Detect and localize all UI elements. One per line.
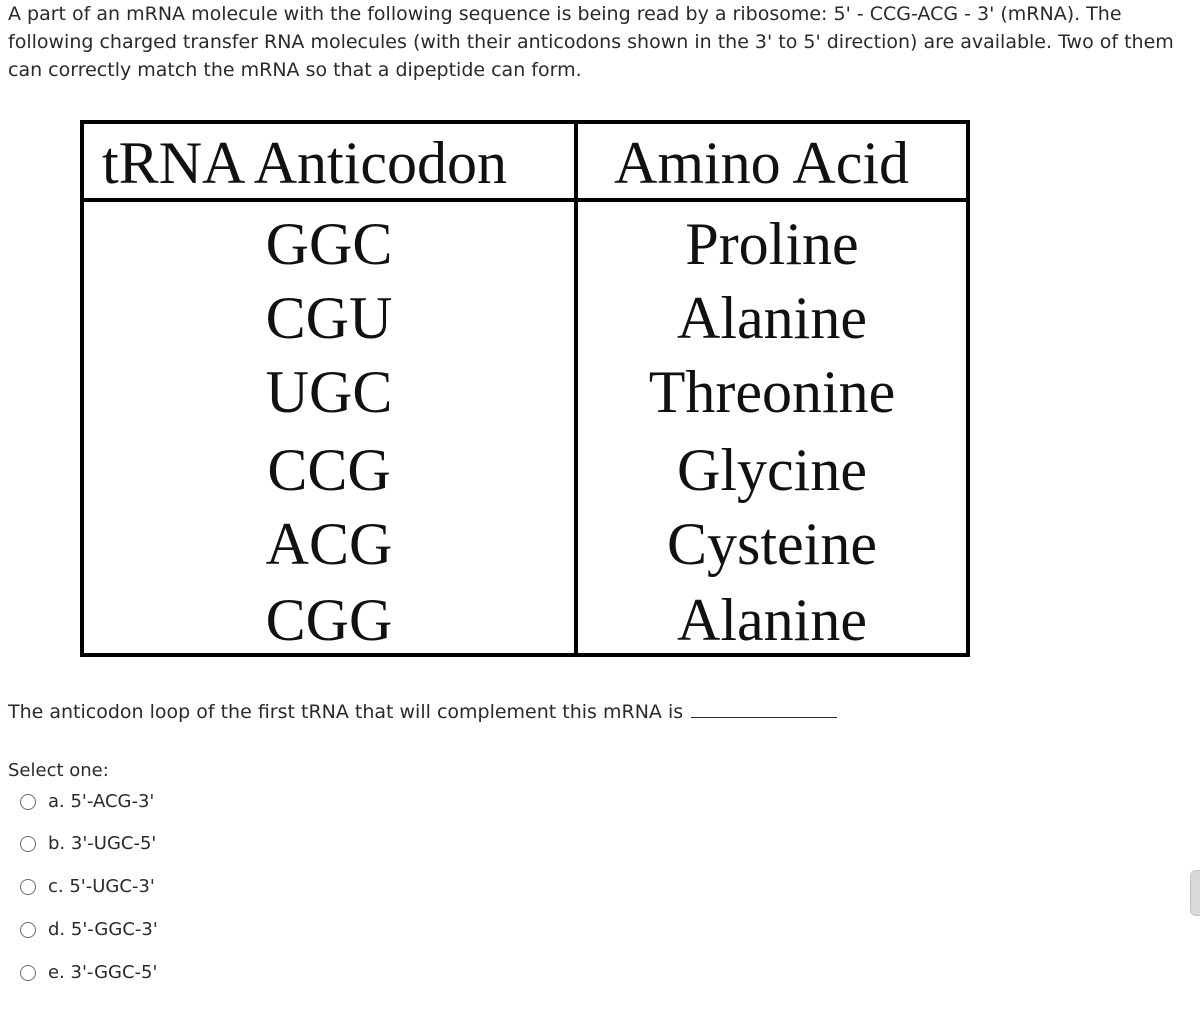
radio-button[interactable] xyxy=(20,922,36,938)
table-row xyxy=(84,506,966,582)
table-row xyxy=(84,206,966,282)
radio-button[interactable] xyxy=(20,794,36,810)
amino-acid-cell: Glycine xyxy=(677,437,867,503)
amino-acid-cell: Alanine xyxy=(677,587,867,653)
header-trna-anticodon: tRNA Anticodon xyxy=(102,130,508,196)
option-e[interactable] xyxy=(20,959,157,987)
option-b[interactable] xyxy=(20,830,156,858)
table-row xyxy=(84,354,966,430)
option-a[interactable] xyxy=(20,788,154,816)
question-text: A part of an mRNA molecule with the following sequence is being read by a ribosome: 5' - CCG-ACG - 3' (mRNA). The following charged transfer RNA molecules (with their anticodons shown in the 3' to 5' direction) are available. Two of them can correctly match the mRNA so that a dipeptide can form. xyxy=(8,3,1174,81)
option-d[interactable] xyxy=(20,916,158,944)
anticodon-cell: ACG xyxy=(265,511,393,577)
radio-button[interactable] xyxy=(20,965,36,981)
amino-acid-cell: Alanine xyxy=(677,285,867,351)
header-amino-acid: Amino Acid xyxy=(614,130,909,196)
option-c[interactable] xyxy=(20,873,155,901)
table-row xyxy=(84,280,966,356)
anticodon-cell: CCG xyxy=(267,437,391,503)
table-row xyxy=(84,432,966,508)
radio-button[interactable] xyxy=(20,836,36,852)
scroll-handle[interactable] xyxy=(1190,870,1200,916)
amino-acid-cell: Threonine xyxy=(648,359,896,425)
table-header-row xyxy=(84,124,966,202)
anticodon-cell: CGU xyxy=(265,285,393,351)
prompt-text xyxy=(8,698,837,726)
option-label[interactable]: e. 3'-GGC-5' xyxy=(48,962,158,983)
table-row xyxy=(84,582,966,658)
option-label[interactable]: b. 3'-UGC-5' xyxy=(48,833,157,854)
anticodon-cell: GGC xyxy=(265,211,393,277)
trna-table xyxy=(80,120,970,657)
option-label[interactable]: d. 5'-GGC-3' xyxy=(48,919,158,940)
option-label[interactable]: a. 5'-ACG-3' xyxy=(48,791,155,812)
anticodon-cell: UGC xyxy=(265,359,393,425)
select-one-label: Select one: xyxy=(8,760,109,781)
option-label[interactable]: c. 5'-UGC-3' xyxy=(48,876,155,897)
prompt-label: The anticodon loop of the first tRNA that will complement this mRNA is xyxy=(8,701,684,723)
radio-button[interactable] xyxy=(20,879,36,895)
answer-blank xyxy=(691,699,837,718)
amino-acid-cell: Proline xyxy=(685,211,859,277)
anticodon-cell: CGG xyxy=(265,587,393,653)
amino-acid-cell: Cysteine xyxy=(667,511,877,577)
